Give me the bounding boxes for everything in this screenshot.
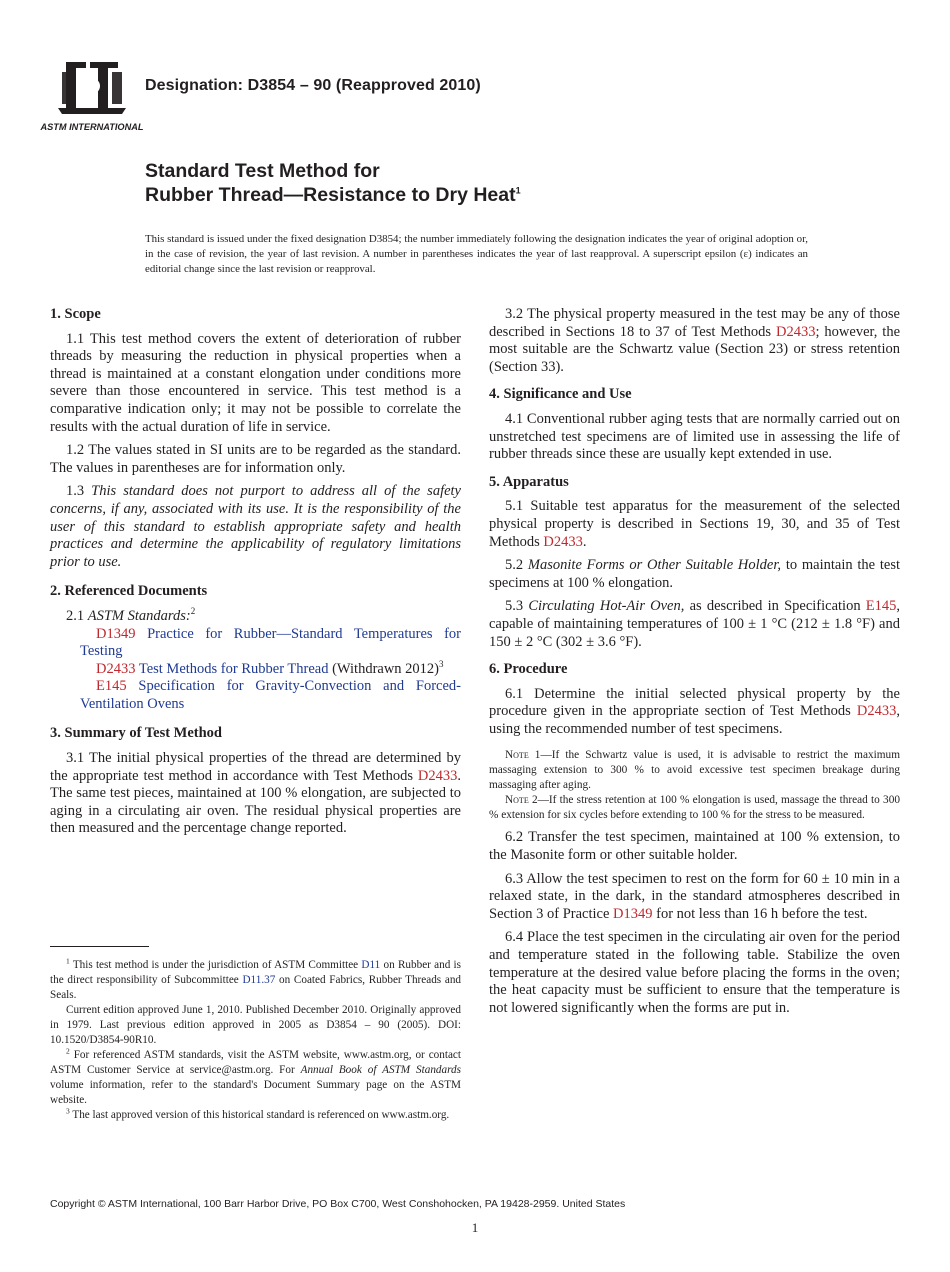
footnote-divider: [50, 946, 149, 947]
reference-d1349: [50, 626, 461, 661]
footnote-edition: Current edition approved June 1, 2010. Published December 2010. Originally approved in 1979. Last previous edition approved in 2005 as D3854 – 90 (2005). DOI: 10.1520/D3854-90R10.: [50, 1004, 461, 1046]
text: 3.1 The initial physical properties of the thread are determined by the appropriate test method in accordance with Test Methods: [50, 750, 461, 784]
footnote-mark: 3: [66, 1106, 70, 1116]
section-2-heading: 2. Referenced Documents: [50, 583, 208, 600]
item-name: Circulating Hot-Air Oven,: [528, 598, 685, 615]
note-label: Note 1: [505, 749, 541, 762]
footnote-mark: 2: [66, 1046, 70, 1056]
ref-title-link[interactable]: Specification for Gravity-Convection and Forced-Ventilation Ovens: [80, 678, 461, 712]
text: , using the recommended number of test specimens.: [489, 703, 900, 737]
ref-code-link[interactable]: D1349: [96, 625, 136, 642]
para-1-2: 1.2 The values stated in SI units are to be regarded as the standard. The values in parentheses are for information only.: [50, 442, 461, 476]
text: 6.1 Determine the initial selected physical property by the procedure given in the appropriate section of Test Methods: [489, 685, 900, 720]
text: —If the Schwartz value is used, it is advisable to restrict the maximum massaging extension to 300 % to avoid excessive test specimen breakage during massaging after aging.: [489, 749, 900, 792]
ref-title-link[interactable]: Practice for Rubber—Standard Temperatures for Testing: [80, 625, 462, 660]
text: This test method is under the jurisdiction of ASTM Committee: [72, 959, 359, 971]
para-5-2: [489, 557, 900, 592]
text: , capable of maintaining temperatures of 100 ± 1 °C (212 ± 1.8 °F) and 150 ± 2 °C (302 ± 3.6 °F).: [489, 598, 901, 650]
ref-link[interactable]: E145: [865, 598, 897, 615]
item-name: Masonite Forms or Other Suitable Holder,: [527, 557, 782, 574]
para-number: 2.1: [66, 607, 85, 624]
para-4-1: 4.1 Conventional rubber aging tests that are normally carried out on unstretched test specimens are of limited use in assessing the life of rubber threads since these are usually kept extended in use.: [489, 410, 900, 463]
para-1-1: 1.1 This test method covers the extent of deterioration of rubber threads by measuring the reduction in physical properties when a thread is maintained at a constant elongation under conditions more severe than those encountered in service. This test method is a comparative indication only; it may not be possible to correlate the results with the actual duration of life in service.: [50, 330, 461, 435]
footnotes: [50, 958, 461, 1123]
ref-code-link[interactable]: E145: [96, 678, 127, 695]
para-number: 1.3: [66, 483, 85, 500]
text: . The same test pieces, maintained at 100 % elongation, are subjected to aging in a circulating air oven. The residual physical properties are then measured and the percentage change reported.: [50, 767, 461, 837]
section-5-heading: 5. Apparatus: [489, 473, 569, 490]
astm-logo: [40, 58, 144, 134]
para-1-3: [50, 483, 461, 571]
footnote-3: [50, 1108, 461, 1123]
footnote-mark: 3: [439, 658, 444, 669]
para-number: 5.2: [505, 557, 524, 574]
subcommittee-link[interactable]: D11.37: [242, 974, 276, 986]
designation: Designation: D3854 – 90 (Reapproved 2010): [145, 77, 481, 94]
para-6-2: 6.2 Transfer the test specimen, maintained at 100 % extension, to the Masonite form or other suitable holder.: [489, 829, 900, 864]
issuance-note: This standard is issued under the fixed designation D3854; the number immediately following the designation indicates the year of original adoption or, in the case of revision, the year of last revision. A number in parentheses indicates the year of last reapproval. A superscript epsilon (ε) indicates an editorial change since the last revision or reapproval.: [145, 233, 808, 275]
astm-logo-icon: [40, 58, 144, 134]
text: .: [582, 533, 587, 550]
text: 5.1 Suitable test apparatus for the measurement of the selected physical property is described in Sections 19, 30, and 35 of Test Methods: [489, 498, 900, 550]
note-label: Note 2: [505, 794, 538, 807]
section-1-heading: 1. Scope: [50, 306, 101, 322]
logo-text: ASTM INTERNATIONAL: [40, 122, 144, 132]
text: for not less than 16 h before the test.: [656, 905, 868, 922]
reference-d2433: [50, 658, 461, 679]
reference-e145: [50, 678, 461, 713]
para-6-4: 6.4 Place the test specimen in the circulating air oven for the period and temperature stated in the following table. Stabilize the oven temperature at the desired value before placing the forms in the oven; the heat capacity must be sufficient to ensure that the temperature is not lowered significantly when the forms are put in.: [489, 929, 900, 1016]
ref-link[interactable]: D2433: [417, 767, 458, 784]
para-6-1: [489, 686, 900, 739]
ref-link[interactable]: D1349: [613, 905, 653, 922]
text: —If the stress retention at 100 % elongation is used, massage the thread to 300 % extension for six cycles before extending to 100 % for the stress to be measured.: [489, 794, 900, 822]
safety-caveat: This standard does not purport to address all of the safety concerns, if any, associated with its use. It is the responsibility of the user of this standard to establish appropriate safety and health practices and determine the applicability of regulatory limitations prior to use.: [50, 483, 461, 570]
title-footnote-mark: 1: [515, 185, 521, 196]
text: 3.2 The physical property measured in the test may be any of those described in Sections 18 to 37 of Test Methods: [489, 306, 900, 340]
text: to maintain the test specimens at 100 % elongation.: [489, 557, 901, 591]
text: volume information, refer to the standard's Document Summary page on the ASTM website.: [50, 1079, 461, 1106]
section-3-heading: 3. Summary of Test Method: [50, 725, 222, 742]
text: as described in Specification: [689, 598, 861, 615]
right-column: [489, 306, 900, 1017]
ref-link[interactable]: D2433: [775, 323, 816, 340]
page-number: 1: [471, 1220, 479, 1235]
ref-title-link[interactable]: Test Methods for Rubber Thread: [138, 660, 329, 677]
ref-code-link[interactable]: D2433: [96, 660, 136, 677]
title-line-1: Standard Test Method for: [145, 160, 380, 182]
book-title: Annual Book of ASTM Standards: [300, 1064, 461, 1076]
title-text: Rubber Thread—Resistance to Dry Heat: [145, 184, 516, 206]
text: on Rubber and is the direct responsibility of Subcommittee: [50, 959, 462, 986]
withdrawn-note: (Withdrawn 2012): [332, 660, 440, 677]
note-2: [489, 793, 900, 823]
astm-standards-label: ASTM Standards:: [87, 607, 191, 624]
section-4-heading: 4. Significance and Use: [489, 386, 632, 403]
text: For referenced ASTM standards, visit the ASTM website, www.astm.org, or contact ASTM Customer Service at service@astm.org. For: [50, 1049, 461, 1076]
title-line-2: [145, 184, 521, 207]
footnote-mark: 2: [190, 606, 196, 617]
para-6-3: [489, 871, 900, 924]
text: ; however, the most suitable are the Schwartz value (Section 23) or stress retention (Section 33).: [489, 323, 900, 375]
footnote-2: [50, 1048, 461, 1108]
footnote-mark: 1: [66, 956, 70, 966]
copyright-notice: Copyright © ASTM International, 100 Barr Harbor Drive, PO Box C700, West Conshohocken, PA 19428-2959. United States: [50, 1198, 626, 1210]
ref-link[interactable]: D2433: [543, 533, 583, 550]
footnote-1: [50, 958, 461, 1003]
committee-link[interactable]: D11: [361, 959, 381, 971]
note-1: [489, 748, 900, 793]
para-3-1: [50, 750, 461, 838]
para-5-1: [489, 498, 900, 551]
left-column: [50, 306, 461, 838]
para-number: 5.3: [505, 598, 524, 615]
para-5-3: [489, 598, 900, 651]
ref-link[interactable]: D2433: [856, 703, 897, 720]
section-6-heading: 6. Procedure: [489, 661, 568, 678]
text: 6.3 Allow the test specimen to rest on the form for 60 ± 10 min in a relaxed state, in the dark, in the standard atmospheres described in Section 3 of Practice: [489, 870, 900, 922]
text: on Coated Fabrics, Rubber Threads and Seals.: [50, 974, 462, 1001]
text: The last approved version of this historical standard is referenced on www.astm.org.: [72, 1109, 450, 1121]
para-2-1: [50, 608, 461, 626]
para-3-2: [489, 306, 900, 376]
